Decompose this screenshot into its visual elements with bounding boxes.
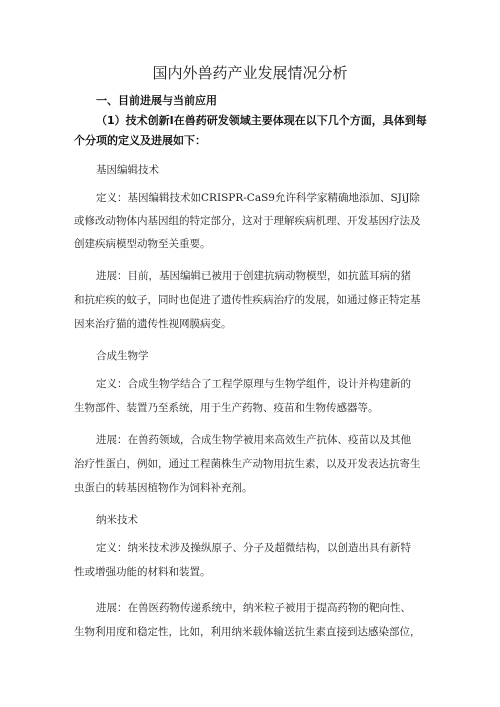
- synthetic-biology-heading: 合成生物学: [96, 350, 149, 362]
- nanotech-progress-line: 生物利用度和稳定性，比如，利用纳米载体输送抗生素直接到达感染部位，: [74, 626, 421, 638]
- nanotech-definition-line: 性或增强功能的材料和装置。: [74, 566, 211, 578]
- synthetic-biology-definition-line: 定义：合成生物学结合了工程学原理与生物学组件，设计并构建新的: [96, 378, 411, 390]
- synthetic-biology-definition-line: 生物部件、装置乃至系统，用于生产药物、疫苗和生物传感器等。: [74, 402, 379, 414]
- gene-editing-definition-line: 定义：基因编辑技术如CRISPR-CaS9允许科学家精确地添加、SJiJ除: [96, 192, 420, 204]
- synthetic-biology-progress-line: 进展：在兽药领域，合成生物学被用来高效生产抗体、疫苗以及其他: [96, 434, 411, 446]
- synthetic-biology-progress-line: 虫蛋白的转基因植物作为饲料补充剂。: [74, 482, 253, 494]
- intro-line-1: （1）技术创新I在兽药研发领域主要体现在以下几个方面，具体到每: [96, 114, 427, 127]
- synthetic-biology-progress-line: 治疗性蛋白，例如，通过工程菌株生产动物用抗生素，以及开发表达抗寄生: [74, 458, 421, 470]
- gene-editing-heading: 基因编辑技术: [96, 164, 159, 176]
- gene-editing-definition-line: 或修改动物体内基因组的特定部分，这对于理解疾病机理、开发基因疗法及: [74, 215, 421, 227]
- section-heading: 一、目前进展与当前应用: [96, 94, 217, 107]
- intro-line-2: 个分项的定义及进展如下：: [74, 134, 206, 147]
- gene-editing-progress-line: 因来治疗猫的遗传性视网膜病变。: [74, 318, 232, 330]
- nanotech-heading: 纳米技术: [96, 514, 138, 526]
- gene-editing-progress-line: 和抗疟疾的蚊子，同时也促进了遗传性疾病治疗的发展，如通过修正特定基: [74, 294, 421, 306]
- gene-editing-progress-line: 进展：目前，基因编辑已被用于创建抗病动物模型，如抗蓝耳病的猪: [96, 270, 411, 282]
- nanotech-progress-line: 进展：在兽医药物传递系统中，纳米粒子被用于提高药物的靶向性、: [96, 602, 411, 614]
- nanotech-definition-line: 定义：纳米技术涉及操纵原子、分子及超微结构，以创造出具有新特: [96, 542, 411, 554]
- document-title: 国内外兽药产业发展情况分析: [152, 64, 348, 82]
- gene-editing-definition-line: 创建疾病模型动物至关重要。: [74, 238, 211, 250]
